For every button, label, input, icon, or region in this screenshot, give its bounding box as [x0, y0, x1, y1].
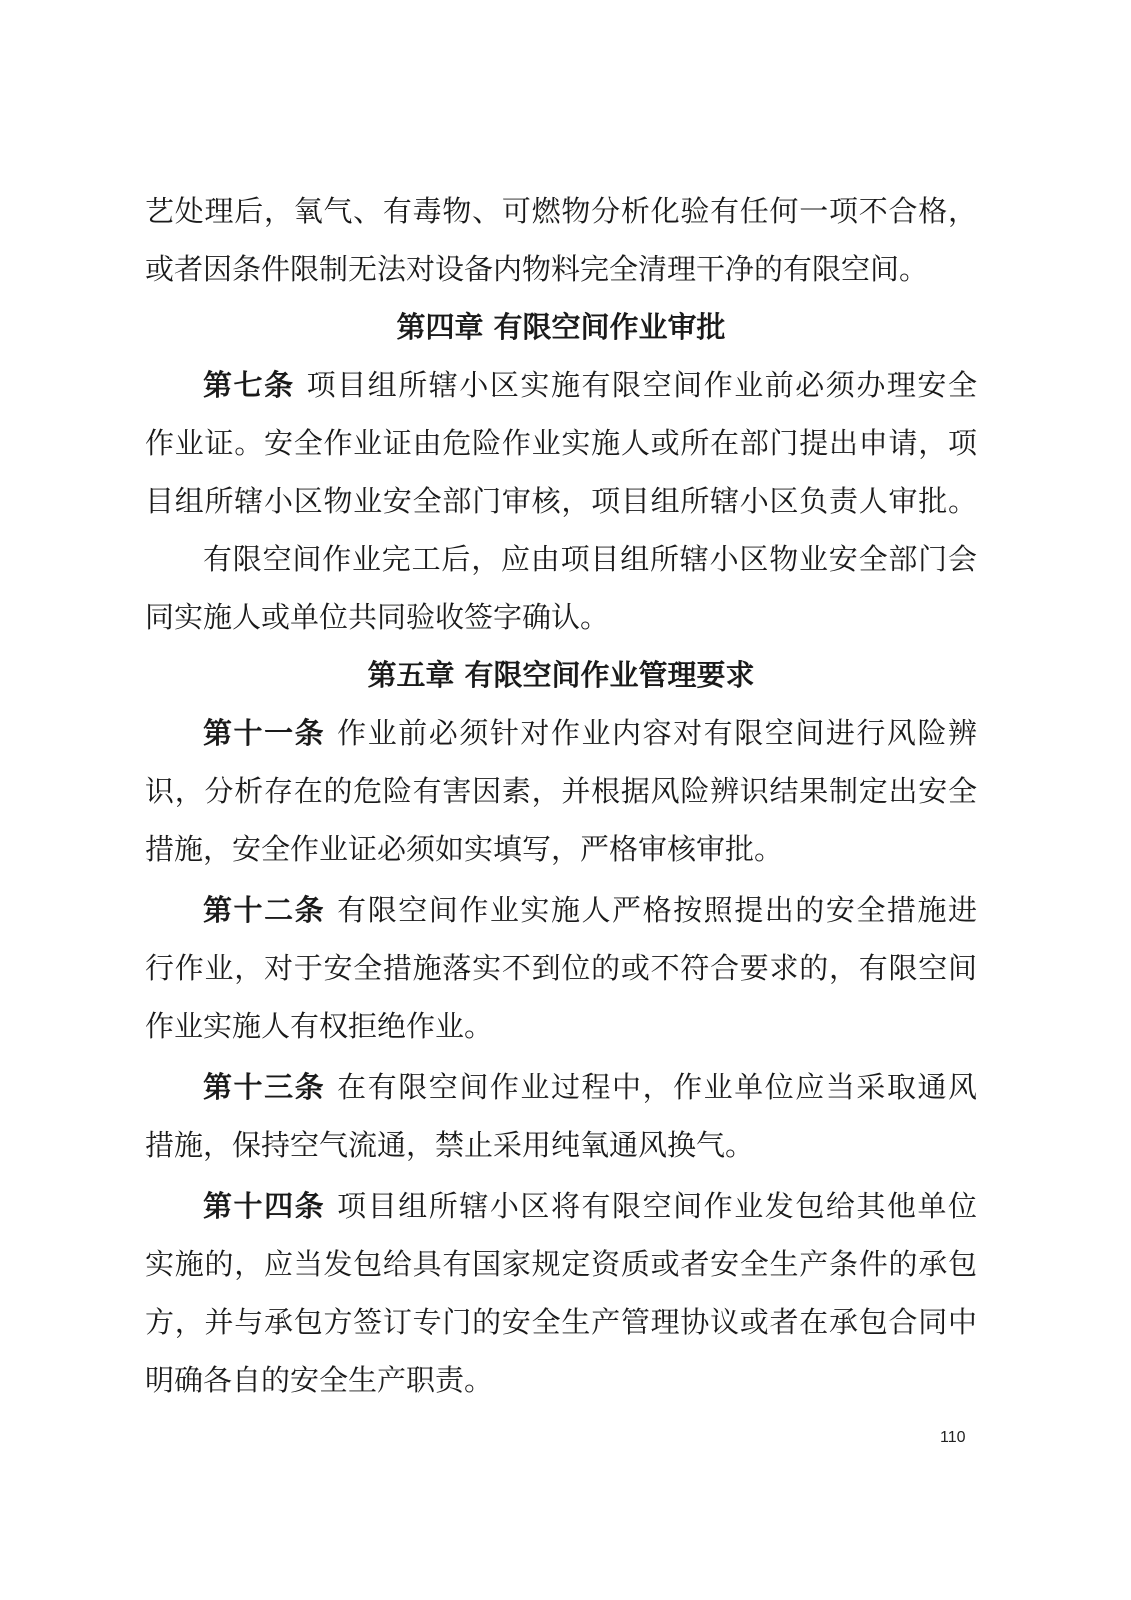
article-label: 第十三条 [203, 1070, 326, 1104]
text-line [145, 1177, 977, 1235]
page-number: 110 [940, 1429, 966, 1446]
text-line: 作业实施人有权拒绝作业。 [145, 1009, 494, 1043]
chapter-heading: 第五章 有限空间作业管理要求 [367, 658, 755, 692]
text-line: 方，并与承包方签订专门的安全生产管理协议或者在承包合同中 [145, 1305, 977, 1339]
article-11 [145, 704, 977, 878]
text-line: 行作业，对于安全措施落实不到位的或不符合要求的，有限空间 [145, 951, 977, 985]
text-line [145, 881, 977, 939]
chapter-heading: 第四章 有限空间作业审批 [396, 310, 726, 344]
article-text: 作业前必须针对作业内容对有限空间进行风险辨 [337, 716, 977, 750]
text-line [145, 704, 977, 762]
article-text: 项目组所辖小区将有限空间作业发包给其他单位 [337, 1189, 977, 1223]
carryover-paragraph [145, 182, 977, 298]
article-text: 项目组所辖小区实施有限空间作业前必须办理安全 [306, 368, 977, 402]
article-text: 有限空间作业实施人严格按照提出的安全措施进 [337, 893, 977, 927]
text-line: 或者因条件限制无法对设备内物料完全清理干净的有限空间。 [145, 252, 929, 286]
article-14 [145, 1177, 977, 1409]
text-line: 有限空间作业完工后，应由项目组所辖小区物业安全部门会 [203, 542, 977, 576]
article-text: 在有限空间作业过程中，作业单位应当采取通风 [337, 1070, 977, 1104]
article-13 [145, 1058, 977, 1174]
paragraph [145, 530, 977, 646]
text-line [145, 1058, 977, 1116]
text-line: 明确各自的安全生产职责。 [145, 1363, 494, 1397]
text-line: 作业证。安全作业证由危险作业实施人或所在部门提出申请，项 [145, 426, 977, 460]
text-line: 措施，安全作业证必须如实填写，严格审核审批。 [145, 832, 784, 866]
text-line: 识，分析存在的危险有害因素，并根据风险辨识结果制定出安全 [145, 774, 977, 808]
article-label: 第十一条 [203, 716, 326, 750]
page-body [145, 182, 977, 1409]
article-label: 第七条 [203, 368, 295, 402]
text-line: 实施的，应当发包给具有国家规定资质或者安全生产条件的承包 [145, 1247, 977, 1281]
text-line [145, 356, 977, 414]
text-line: 措施，保持空气流通，禁止采用纯氧通风换气。 [145, 1128, 755, 1162]
text-line: 目组所辖小区物业安全部门审核，项目组所辖小区负责人审批。 [145, 484, 977, 518]
article-label: 第十四条 [203, 1189, 326, 1223]
article-label: 第十二条 [203, 893, 326, 927]
article-7 [145, 356, 977, 530]
article-12 [145, 881, 977, 1055]
text-line: 艺处理后，氧气、有毒物、可燃物分析化验有任何一项不合格， [145, 194, 977, 228]
text-line: 同实施人或单位共同验收签字确认。 [145, 600, 610, 634]
